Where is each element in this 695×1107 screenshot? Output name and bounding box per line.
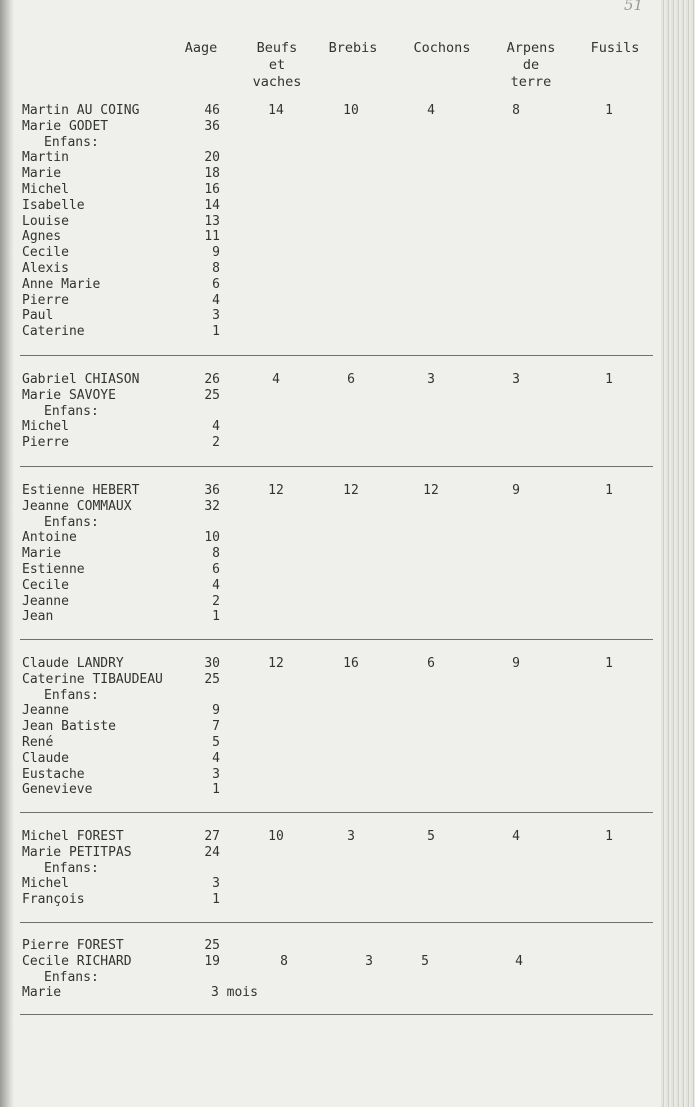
member-name: Antoine xyxy=(22,530,77,546)
header-cattle xyxy=(244,40,310,91)
member-age: 6 xyxy=(212,276,220,292)
children-label: Enfans: xyxy=(44,687,99,703)
member-name: Alexis xyxy=(22,261,69,276)
member-name: René xyxy=(22,735,54,750)
member-name: Marie GODET xyxy=(22,118,109,134)
member-age: 1 xyxy=(212,609,220,625)
member-age: 10 xyxy=(204,530,220,546)
member-name: Gabriel CHIASON xyxy=(22,372,140,387)
member-name: Marie PETITPAS xyxy=(22,844,132,860)
member-age: 27 xyxy=(204,829,220,844)
cattle-value: 8 xyxy=(280,953,288,969)
cattle-value: 10 xyxy=(268,829,284,844)
pigs-value: 4 xyxy=(427,103,435,118)
header-guns: Fusils xyxy=(590,40,640,56)
member-age: 4 xyxy=(212,577,220,593)
member-age: 24 xyxy=(204,844,220,860)
family-divider xyxy=(20,1014,653,1015)
children-label: Enfans: xyxy=(44,514,99,530)
member-name: Cecile xyxy=(22,245,69,261)
member-name: Estienne HEBERT xyxy=(22,483,140,498)
pigs-value: 12 xyxy=(423,483,439,498)
sheep-value: 10 xyxy=(343,103,359,118)
pigs-value: 5 xyxy=(427,829,435,844)
land-value: 4 xyxy=(515,953,523,969)
land-value: 8 xyxy=(512,103,520,118)
member-age: 8 xyxy=(212,546,220,562)
member-age: 14 xyxy=(204,197,220,213)
cattle-value: 12 xyxy=(268,483,284,498)
member-name: Estienne xyxy=(22,562,85,577)
header-age: Aage xyxy=(184,40,218,56)
header-cattle-line-2: et xyxy=(268,57,286,73)
header-pigs: Cochons xyxy=(413,40,471,56)
member-age: 30 xyxy=(204,656,220,671)
member-name: Jeanne COMMAUX xyxy=(22,498,132,514)
land-value: 9 xyxy=(512,483,520,498)
guns-value: 1 xyxy=(605,103,613,118)
member-age: 1 xyxy=(212,892,220,908)
guns-value: 1 xyxy=(605,656,613,671)
member-age: 7 xyxy=(212,719,220,735)
header-cattle-line-1: Beufs xyxy=(256,40,298,56)
member-name: Michel xyxy=(22,419,69,435)
member-age: 5 xyxy=(212,735,220,750)
member-age: 46 xyxy=(204,103,220,118)
member-age: 9 xyxy=(212,245,220,261)
member-name: Pierre FOREST xyxy=(22,938,124,953)
member-age: 1 xyxy=(212,782,220,798)
member-name: Marie SAVOYE xyxy=(22,387,116,403)
header-land xyxy=(496,40,566,91)
sheep-value: 3 xyxy=(347,829,355,844)
member-age: 8 xyxy=(212,261,220,276)
member-name: Jeanne xyxy=(22,593,69,609)
header-cattle-line-3: vaches xyxy=(252,74,302,90)
member-age: 9 xyxy=(212,703,220,719)
children-label: Enfans: xyxy=(44,134,99,150)
member-age: 3 xyxy=(212,876,220,892)
header-land-line-1: Arpens xyxy=(506,40,556,56)
member-name: Jeanne xyxy=(22,703,69,719)
header-land-line-2: de xyxy=(522,57,540,73)
member-name: Caterine TIBAUDEAU xyxy=(22,671,163,687)
header-sheep: Brebis xyxy=(328,40,378,56)
member-age: 20 xyxy=(204,150,220,166)
family-divider xyxy=(20,355,653,356)
member-name: Michel xyxy=(22,876,69,892)
land-value: 9 xyxy=(512,656,520,671)
member-name: Isabelle xyxy=(22,197,85,213)
member-name: Caterine xyxy=(22,324,85,340)
sheep-value: 16 xyxy=(343,656,359,671)
member-name: Louise xyxy=(22,213,69,229)
member-age: 25 xyxy=(204,671,220,687)
family-divider xyxy=(20,812,653,813)
member-name: Paul xyxy=(22,308,54,324)
cattle-value: 4 xyxy=(272,372,280,387)
member-name: Michel xyxy=(22,182,69,197)
member-name: Genevieve xyxy=(22,782,93,798)
member-name: Agnes xyxy=(22,229,62,245)
member-name: Cecile xyxy=(22,577,69,593)
land-value: 3 xyxy=(512,372,520,387)
cattle-value: 14 xyxy=(268,103,284,118)
member-name: Jean Batiste xyxy=(22,719,116,735)
member-age: 4 xyxy=(212,292,220,308)
member-name: Anne Marie xyxy=(22,276,101,292)
member-age: 3 mois xyxy=(211,985,258,1001)
member-name: Claude xyxy=(22,750,69,766)
member-name: Martin AU COING xyxy=(22,103,140,118)
guns-value: 1 xyxy=(605,372,613,387)
family-divider xyxy=(20,922,653,923)
member-age: 18 xyxy=(204,166,220,182)
member-age: 13 xyxy=(204,213,220,229)
member-name: Marie xyxy=(22,546,62,562)
member-age: 3 xyxy=(212,766,220,782)
guns-value: 1 xyxy=(605,483,613,498)
member-name: Pierre xyxy=(22,435,69,451)
member-name: Jean xyxy=(22,609,54,625)
member-name: François xyxy=(22,892,85,908)
member-name: Marie xyxy=(22,985,62,1001)
member-age: 11 xyxy=(204,229,220,245)
pigs-value: 3 xyxy=(427,372,435,387)
member-age: 6 xyxy=(212,562,220,577)
member-name: Claude LANDRY xyxy=(22,656,124,671)
member-name: Eustache xyxy=(22,766,85,782)
sheep-value: 12 xyxy=(343,483,359,498)
member-age: 2 xyxy=(212,593,220,609)
member-age: 4 xyxy=(212,419,220,435)
member-name: Martin xyxy=(22,150,69,166)
member-name: Pierre xyxy=(22,292,69,308)
member-age: 3 xyxy=(212,308,220,324)
children-label: Enfans: xyxy=(44,860,99,876)
member-name: Marie xyxy=(22,166,62,182)
member-age: 2 xyxy=(212,435,220,451)
cattle-value: 12 xyxy=(268,656,284,671)
member-age: 25 xyxy=(204,387,220,403)
member-age: 36 xyxy=(204,118,220,134)
page-number: 51 xyxy=(624,0,644,14)
children-label: Enfans: xyxy=(44,969,99,985)
member-age: 26 xyxy=(204,372,220,387)
pigs-value: 6 xyxy=(427,656,435,671)
pigs-value: 5 xyxy=(421,953,429,969)
member-age: 1 xyxy=(212,324,220,340)
family-divider xyxy=(20,639,653,640)
sheep-value: 3 xyxy=(365,953,373,969)
header-land-line-3: terre xyxy=(510,74,552,90)
guns-value: 1 xyxy=(605,829,613,844)
children-label: Enfans: xyxy=(44,403,99,419)
land-value: 4 xyxy=(512,829,520,844)
member-age: 19 xyxy=(204,953,220,969)
member-age: 32 xyxy=(204,498,220,514)
page-edge-stack xyxy=(661,0,695,1107)
member-age: 16 xyxy=(204,182,220,197)
member-age: 4 xyxy=(212,750,220,766)
family-divider xyxy=(20,466,653,467)
member-name: Cecile RICHARD xyxy=(22,953,132,969)
member-age: 36 xyxy=(204,483,220,498)
sheep-value: 6 xyxy=(347,372,355,387)
member-name: Michel FOREST xyxy=(22,829,124,844)
member-age: 25 xyxy=(204,938,220,953)
